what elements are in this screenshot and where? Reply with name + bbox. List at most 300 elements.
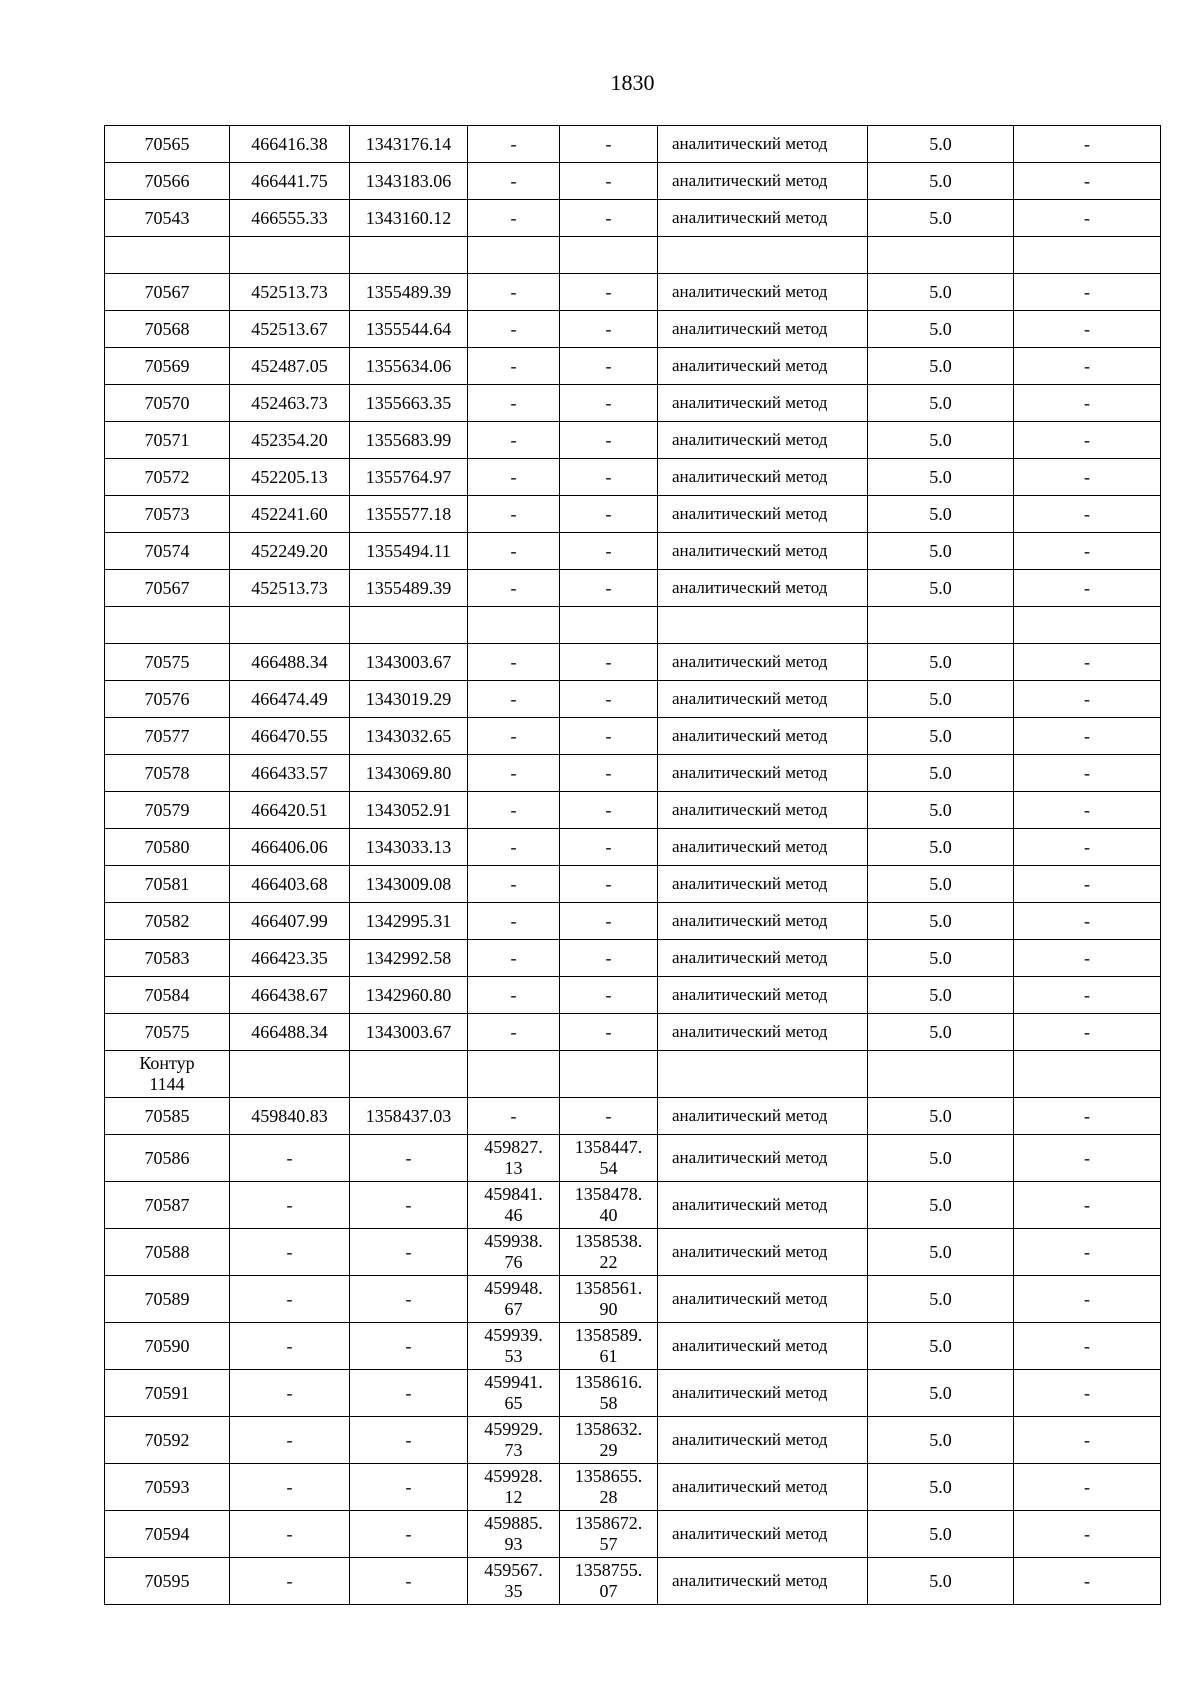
point-id-cell: 70573 [105, 496, 230, 533]
table-row [105, 533, 1161, 570]
table-row [105, 903, 1161, 940]
empty-cell [560, 1051, 658, 1098]
accuracy-cell: 5.0 [868, 1182, 1014, 1229]
note-cell: - [1014, 681, 1161, 718]
y2-coordinate-cell: 1358672. 57 [560, 1511, 658, 1558]
y-coordinate-cell: 1355494.11 [350, 533, 468, 570]
table-row [105, 977, 1161, 1014]
note-cell: - [1014, 1229, 1161, 1276]
empty-cell [468, 237, 560, 274]
x-coordinate-cell: 466488.34 [230, 1014, 350, 1051]
accuracy-cell: 5.0 [868, 644, 1014, 681]
table-row [105, 1511, 1161, 1558]
y2-coordinate-cell: 1358632. 29 [560, 1417, 658, 1464]
method-cell: аналитический метод [658, 1370, 868, 1417]
x2-coordinate-cell: - [468, 1098, 560, 1135]
point-id-cell: 70591 [105, 1370, 230, 1417]
y2-coordinate-cell: - [560, 496, 658, 533]
empty-cell [868, 607, 1014, 644]
note-cell: - [1014, 274, 1161, 311]
accuracy-cell: 5.0 [868, 274, 1014, 311]
table-row [105, 1276, 1161, 1323]
method-cell: аналитический метод [658, 385, 868, 422]
note-cell: - [1014, 570, 1161, 607]
point-id-cell: 70543 [105, 200, 230, 237]
y2-coordinate-cell: - [560, 385, 658, 422]
contour-header-row [105, 1051, 1161, 1098]
x2-coordinate-cell: - [468, 829, 560, 866]
x-coordinate-cell: - [230, 1276, 350, 1323]
accuracy-cell: 5.0 [868, 1014, 1014, 1051]
x2-coordinate-cell: 459841. 46 [468, 1182, 560, 1229]
x-coordinate-cell: - [230, 1323, 350, 1370]
point-id-cell: 70582 [105, 903, 230, 940]
method-cell: аналитический метод [658, 200, 868, 237]
x2-coordinate-cell: 459929. 73 [468, 1417, 560, 1464]
x2-coordinate-cell: - [468, 385, 560, 422]
y-coordinate-cell: 1355683.99 [350, 422, 468, 459]
y-coordinate-cell: - [350, 1417, 468, 1464]
method-cell: аналитический метод [658, 940, 868, 977]
table-row [105, 940, 1161, 977]
x-coordinate-cell: - [230, 1558, 350, 1605]
point-id-cell: 70572 [105, 459, 230, 496]
x2-coordinate-cell: - [468, 792, 560, 829]
y2-coordinate-cell: - [560, 718, 658, 755]
note-cell: - [1014, 829, 1161, 866]
empty-cell [658, 607, 868, 644]
y2-coordinate-cell: - [560, 829, 658, 866]
point-id-cell: 70575 [105, 644, 230, 681]
point-id-cell: 70566 [105, 163, 230, 200]
y2-coordinate-cell: - [560, 163, 658, 200]
point-id-cell: 70578 [105, 755, 230, 792]
y-coordinate-cell: - [350, 1370, 468, 1417]
table-row [105, 866, 1161, 903]
x-coordinate-cell: 466406.06 [230, 829, 350, 866]
y2-coordinate-cell: - [560, 866, 658, 903]
table-row [105, 1417, 1161, 1464]
coordinates-table [104, 125, 1161, 1605]
method-cell: аналитический метод [658, 311, 868, 348]
point-id-cell: 70571 [105, 422, 230, 459]
accuracy-cell: 5.0 [868, 459, 1014, 496]
point-id-cell: 70581 [105, 866, 230, 903]
y2-coordinate-cell: - [560, 1098, 658, 1135]
y2-coordinate-cell: - [560, 755, 658, 792]
y2-coordinate-cell: - [560, 422, 658, 459]
table-row [105, 126, 1161, 163]
accuracy-cell: 5.0 [868, 755, 1014, 792]
y-coordinate-cell: 1343183.06 [350, 163, 468, 200]
y2-coordinate-cell: - [560, 348, 658, 385]
point-id-cell: 70588 [105, 1229, 230, 1276]
y-coordinate-cell: 1343033.13 [350, 829, 468, 866]
y2-coordinate-cell: - [560, 644, 658, 681]
x2-coordinate-cell: - [468, 163, 560, 200]
table-row [105, 644, 1161, 681]
method-cell: аналитический метод [658, 1323, 868, 1370]
x2-coordinate-cell: - [468, 570, 560, 607]
method-cell: аналитический метод [658, 163, 868, 200]
accuracy-cell: 5.0 [868, 126, 1014, 163]
y-coordinate-cell: 1355634.06 [350, 348, 468, 385]
x2-coordinate-cell: - [468, 348, 560, 385]
method-cell: аналитический метод [658, 718, 868, 755]
separator-row [105, 237, 1161, 274]
y-coordinate-cell: 1355764.97 [350, 459, 468, 496]
accuracy-cell: 5.0 [868, 1229, 1014, 1276]
table-body [105, 126, 1161, 1605]
empty-cell [105, 237, 230, 274]
note-cell: - [1014, 422, 1161, 459]
x2-coordinate-cell: - [468, 422, 560, 459]
method-cell: аналитический метод [658, 1417, 868, 1464]
table-row [105, 1098, 1161, 1135]
accuracy-cell: 5.0 [868, 940, 1014, 977]
x-coordinate-cell: 452249.20 [230, 533, 350, 570]
x-coordinate-cell: - [230, 1511, 350, 1558]
accuracy-cell: 5.0 [868, 1370, 1014, 1417]
x2-coordinate-cell: 459567. 35 [468, 1558, 560, 1605]
method-cell: аналитический метод [658, 459, 868, 496]
y2-coordinate-cell: - [560, 126, 658, 163]
y2-coordinate-cell: - [560, 200, 658, 237]
x-coordinate-cell: 466488.34 [230, 644, 350, 681]
method-cell: аналитический метод [658, 570, 868, 607]
point-id-cell: 70594 [105, 1511, 230, 1558]
y-coordinate-cell: 1355577.18 [350, 496, 468, 533]
x2-coordinate-cell: - [468, 533, 560, 570]
point-id-cell: 70586 [105, 1135, 230, 1182]
method-cell: аналитический метод [658, 644, 868, 681]
x-coordinate-cell: 466474.49 [230, 681, 350, 718]
x-coordinate-cell: 452487.05 [230, 348, 350, 385]
empty-cell [658, 237, 868, 274]
y-coordinate-cell: 1343176.14 [350, 126, 468, 163]
x2-coordinate-cell: - [468, 311, 560, 348]
y2-coordinate-cell: 1358561. 90 [560, 1276, 658, 1323]
y2-coordinate-cell: 1358589. 61 [560, 1323, 658, 1370]
table-row [105, 496, 1161, 533]
y-coordinate-cell: 1355544.64 [350, 311, 468, 348]
accuracy-cell: 5.0 [868, 829, 1014, 866]
method-cell: аналитический метод [658, 126, 868, 163]
x-coordinate-cell: - [230, 1135, 350, 1182]
x-coordinate-cell: 466407.99 [230, 903, 350, 940]
note-cell: - [1014, 644, 1161, 681]
note-cell: - [1014, 792, 1161, 829]
note-cell: - [1014, 1182, 1161, 1229]
x2-coordinate-cell: - [468, 274, 560, 311]
accuracy-cell: 5.0 [868, 163, 1014, 200]
x-coordinate-cell: 466441.75 [230, 163, 350, 200]
y-coordinate-cell: 1342992.58 [350, 940, 468, 977]
table-row [105, 792, 1161, 829]
y-coordinate-cell: - [350, 1323, 468, 1370]
accuracy-cell: 5.0 [868, 1511, 1014, 1558]
note-cell: - [1014, 1276, 1161, 1323]
table-row [105, 200, 1161, 237]
y2-coordinate-cell: - [560, 570, 658, 607]
table-row [105, 274, 1161, 311]
table-row [105, 1229, 1161, 1276]
point-id-cell: 70576 [105, 681, 230, 718]
point-id-cell: 70575 [105, 1014, 230, 1051]
table-row [105, 1558, 1161, 1605]
table-row [105, 1464, 1161, 1511]
accuracy-cell: 5.0 [868, 977, 1014, 1014]
table-row [105, 385, 1161, 422]
method-cell: аналитический метод [658, 1558, 868, 1605]
note-cell: - [1014, 1464, 1161, 1511]
x-coordinate-cell: - [230, 1370, 350, 1417]
x2-coordinate-cell: - [468, 1014, 560, 1051]
method-cell: аналитический метод [658, 1182, 868, 1229]
y-coordinate-cell: - [350, 1276, 468, 1323]
accuracy-cell: 5.0 [868, 718, 1014, 755]
x-coordinate-cell: 452463.73 [230, 385, 350, 422]
x-coordinate-cell: 466416.38 [230, 126, 350, 163]
table-row [105, 681, 1161, 718]
y2-coordinate-cell: - [560, 681, 658, 718]
method-cell: аналитический метод [658, 1098, 868, 1135]
y-coordinate-cell: 1358437.03 [350, 1098, 468, 1135]
note-cell: - [1014, 1135, 1161, 1182]
empty-cell [868, 1051, 1014, 1098]
y-coordinate-cell: 1342960.80 [350, 977, 468, 1014]
y-coordinate-cell: 1343009.08 [350, 866, 468, 903]
y-coordinate-cell: - [350, 1464, 468, 1511]
point-id-cell: 70592 [105, 1417, 230, 1464]
note-cell: - [1014, 866, 1161, 903]
accuracy-cell: 5.0 [868, 1464, 1014, 1511]
x2-coordinate-cell: - [468, 718, 560, 755]
y-coordinate-cell: 1343069.80 [350, 755, 468, 792]
point-id-cell: 70568 [105, 311, 230, 348]
point-id-cell: 70574 [105, 533, 230, 570]
point-id-cell: 70584 [105, 977, 230, 1014]
x-coordinate-cell: 452241.60 [230, 496, 350, 533]
x-coordinate-cell: 466555.33 [230, 200, 350, 237]
accuracy-cell: 5.0 [868, 1323, 1014, 1370]
method-cell: аналитический метод [658, 977, 868, 1014]
x-coordinate-cell: 466423.35 [230, 940, 350, 977]
note-cell: - [1014, 348, 1161, 385]
contour-label-cell: Контур 1144 [105, 1051, 230, 1098]
method-cell: аналитический метод [658, 755, 868, 792]
method-cell: аналитический метод [658, 866, 868, 903]
x2-coordinate-cell: - [468, 496, 560, 533]
table-row [105, 755, 1161, 792]
point-id-cell: 70577 [105, 718, 230, 755]
empty-cell [468, 607, 560, 644]
note-cell: - [1014, 459, 1161, 496]
point-id-cell: 70595 [105, 1558, 230, 1605]
empty-cell [1014, 237, 1161, 274]
point-id-cell: 70567 [105, 274, 230, 311]
y-coordinate-cell: 1355489.39 [350, 570, 468, 607]
x2-coordinate-cell: - [468, 644, 560, 681]
x-coordinate-cell: 466470.55 [230, 718, 350, 755]
x2-coordinate-cell: - [468, 755, 560, 792]
empty-cell [560, 607, 658, 644]
point-id-cell: 70585 [105, 1098, 230, 1135]
empty-cell [230, 607, 350, 644]
table-row [105, 1182, 1161, 1229]
x-coordinate-cell: - [230, 1417, 350, 1464]
y-coordinate-cell: 1343160.12 [350, 200, 468, 237]
y-coordinate-cell: 1343019.29 [350, 681, 468, 718]
note-cell: - [1014, 163, 1161, 200]
y-coordinate-cell: 1343003.67 [350, 1014, 468, 1051]
method-cell: аналитический метод [658, 1135, 868, 1182]
x-coordinate-cell: 459840.83 [230, 1098, 350, 1135]
accuracy-cell: 5.0 [868, 1135, 1014, 1182]
y-coordinate-cell: 1343003.67 [350, 644, 468, 681]
y2-coordinate-cell: - [560, 459, 658, 496]
x2-coordinate-cell: 459948. 67 [468, 1276, 560, 1323]
x-coordinate-cell: 466420.51 [230, 792, 350, 829]
x2-coordinate-cell: - [468, 200, 560, 237]
empty-cell [1014, 607, 1161, 644]
y2-coordinate-cell: - [560, 311, 658, 348]
note-cell: - [1014, 1323, 1161, 1370]
note-cell: - [1014, 1417, 1161, 1464]
note-cell: - [1014, 126, 1161, 163]
table-row [105, 1370, 1161, 1417]
x-coordinate-cell: 466433.57 [230, 755, 350, 792]
y-coordinate-cell: - [350, 1558, 468, 1605]
accuracy-cell: 5.0 [868, 1098, 1014, 1135]
y-coordinate-cell: 1343052.91 [350, 792, 468, 829]
x2-coordinate-cell: - [468, 681, 560, 718]
method-cell: аналитический метод [658, 681, 868, 718]
separator-row [105, 607, 1161, 644]
note-cell: - [1014, 1014, 1161, 1051]
accuracy-cell: 5.0 [868, 1417, 1014, 1464]
table-row [105, 570, 1161, 607]
point-id-cell: 70570 [105, 385, 230, 422]
x-coordinate-cell: - [230, 1229, 350, 1276]
y-coordinate-cell: - [350, 1511, 468, 1558]
x2-coordinate-cell: - [468, 977, 560, 1014]
accuracy-cell: 5.0 [868, 311, 1014, 348]
x2-coordinate-cell: - [468, 903, 560, 940]
y-coordinate-cell: 1355663.35 [350, 385, 468, 422]
empty-cell [230, 1051, 350, 1098]
empty-cell [350, 1051, 468, 1098]
note-cell: - [1014, 311, 1161, 348]
table-row [105, 1135, 1161, 1182]
accuracy-cell: 5.0 [868, 570, 1014, 607]
note-cell: - [1014, 385, 1161, 422]
point-id-cell: 70565 [105, 126, 230, 163]
y2-coordinate-cell: - [560, 792, 658, 829]
method-cell: аналитический метод [658, 792, 868, 829]
point-id-cell: 70579 [105, 792, 230, 829]
method-cell: аналитический метод [658, 422, 868, 459]
method-cell: аналитический метод [658, 829, 868, 866]
empty-cell [350, 237, 468, 274]
note-cell: - [1014, 903, 1161, 940]
note-cell: - [1014, 200, 1161, 237]
y-coordinate-cell: 1342995.31 [350, 903, 468, 940]
x2-coordinate-cell: - [468, 459, 560, 496]
x-coordinate-cell: 452354.20 [230, 422, 350, 459]
accuracy-cell: 5.0 [868, 866, 1014, 903]
y-coordinate-cell: 1343032.65 [350, 718, 468, 755]
y2-coordinate-cell: 1358447. 54 [560, 1135, 658, 1182]
table-row [105, 459, 1161, 496]
x-coordinate-cell: 452205.13 [230, 459, 350, 496]
x-coordinate-cell: - [230, 1182, 350, 1229]
empty-cell [350, 607, 468, 644]
x2-coordinate-cell: 459827. 13 [468, 1135, 560, 1182]
method-cell: аналитический метод [658, 533, 868, 570]
y2-coordinate-cell: 1358616. 58 [560, 1370, 658, 1417]
x2-coordinate-cell: 459885. 93 [468, 1511, 560, 1558]
x-coordinate-cell: 452513.67 [230, 311, 350, 348]
method-cell: аналитический метод [658, 903, 868, 940]
x2-coordinate-cell: 459939. 53 [468, 1323, 560, 1370]
point-id-cell: 70580 [105, 829, 230, 866]
method-cell: аналитический метод [658, 1229, 868, 1276]
point-id-cell: 70593 [105, 1464, 230, 1511]
accuracy-cell: 5.0 [868, 533, 1014, 570]
x-coordinate-cell: 466403.68 [230, 866, 350, 903]
y2-coordinate-cell: - [560, 1014, 658, 1051]
point-id-cell: 70583 [105, 940, 230, 977]
y2-coordinate-cell: 1358755. 07 [560, 1558, 658, 1605]
note-cell: - [1014, 1370, 1161, 1417]
x-coordinate-cell: - [230, 1464, 350, 1511]
y2-coordinate-cell: - [560, 274, 658, 311]
accuracy-cell: 5.0 [868, 903, 1014, 940]
x-coordinate-cell: 466438.67 [230, 977, 350, 1014]
empty-cell [230, 237, 350, 274]
accuracy-cell: 5.0 [868, 681, 1014, 718]
y-coordinate-cell: - [350, 1182, 468, 1229]
x-coordinate-cell: 452513.73 [230, 274, 350, 311]
y2-coordinate-cell: - [560, 940, 658, 977]
x2-coordinate-cell: 459928. 12 [468, 1464, 560, 1511]
x2-coordinate-cell: - [468, 866, 560, 903]
y-coordinate-cell: - [350, 1135, 468, 1182]
empty-cell [560, 237, 658, 274]
method-cell: аналитический метод [658, 348, 868, 385]
table-row [105, 1323, 1161, 1370]
empty-cell [105, 607, 230, 644]
table-row [105, 1014, 1161, 1051]
point-id-cell: 70567 [105, 570, 230, 607]
note-cell: - [1014, 1558, 1161, 1605]
x2-coordinate-cell: 459941. 65 [468, 1370, 560, 1417]
empty-cell [868, 237, 1014, 274]
accuracy-cell: 5.0 [868, 200, 1014, 237]
page-number: 1830 [610, 70, 655, 95]
y2-coordinate-cell: 1358538. 22 [560, 1229, 658, 1276]
table-row [105, 718, 1161, 755]
method-cell: аналитический метод [658, 1276, 868, 1323]
y2-coordinate-cell: 1358478. 40 [560, 1182, 658, 1229]
y2-coordinate-cell: - [560, 533, 658, 570]
note-cell: - [1014, 940, 1161, 977]
x2-coordinate-cell: - [468, 940, 560, 977]
note-cell: - [1014, 718, 1161, 755]
note-cell: - [1014, 1098, 1161, 1135]
x2-coordinate-cell: 459938. 76 [468, 1229, 560, 1276]
